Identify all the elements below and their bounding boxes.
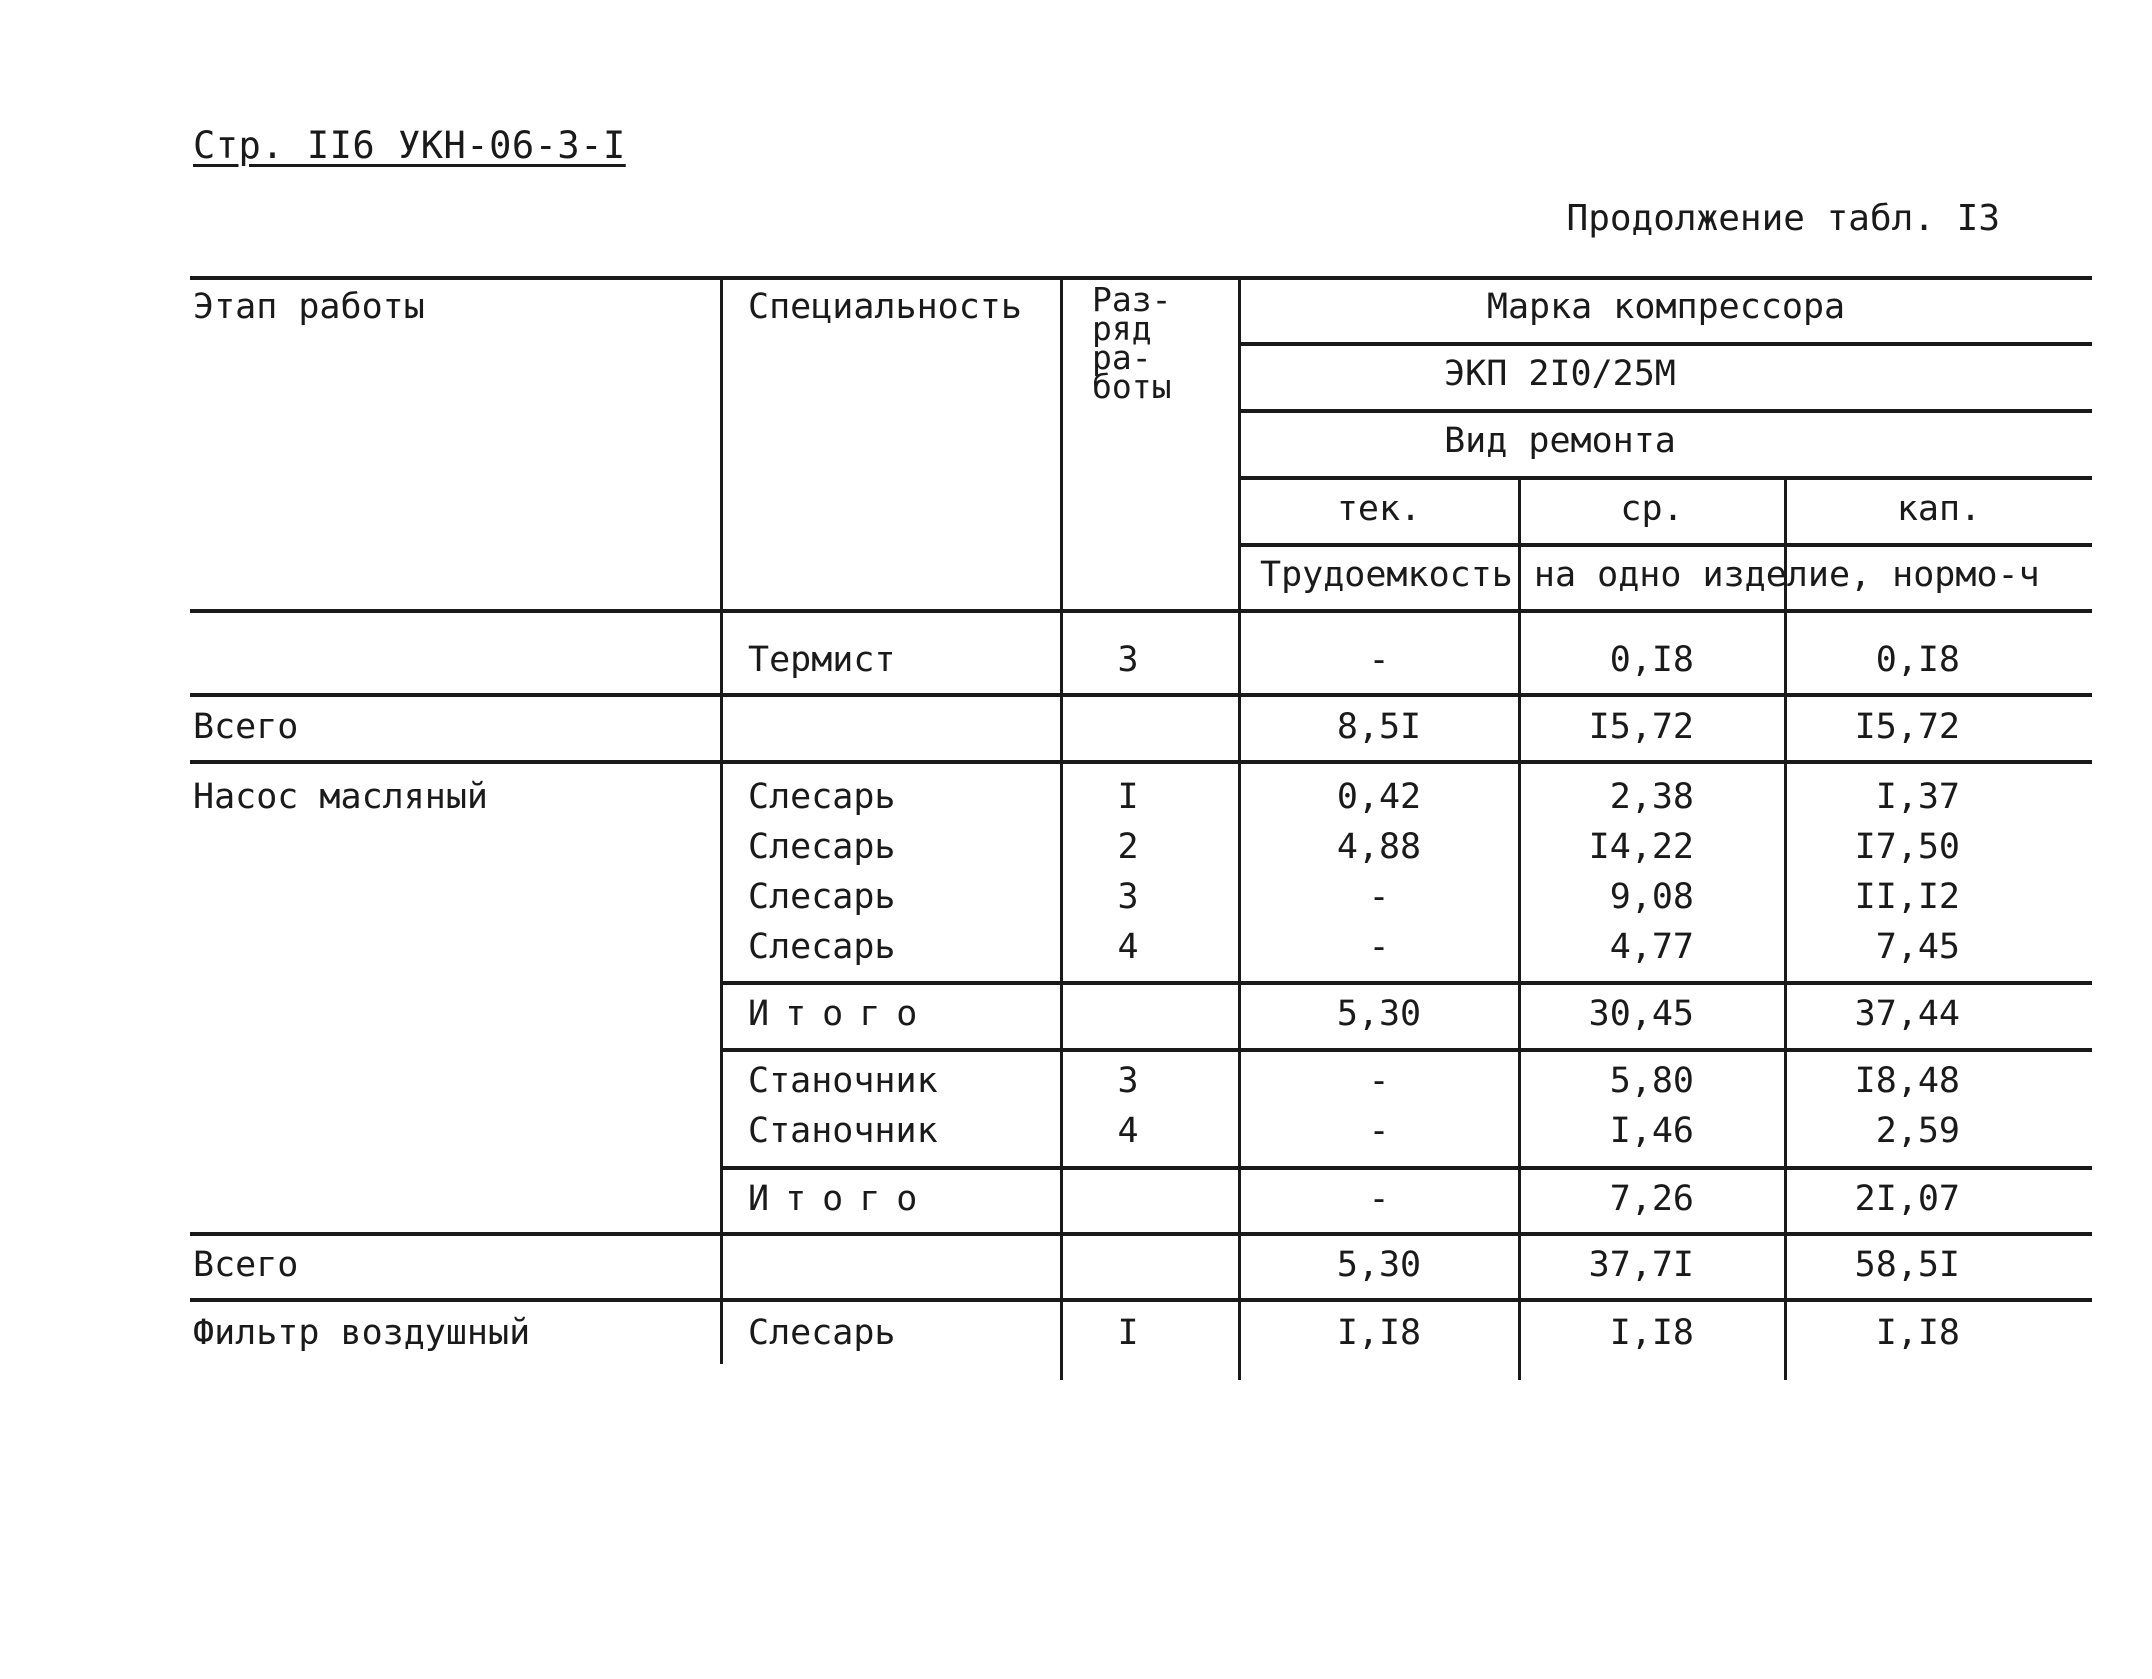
header-rule-types: [1240, 476, 2092, 480]
cell-grade: I: [1117, 777, 1139, 817]
header-rule-labor: [1240, 543, 2092, 547]
header-grade-line: ряд: [1092, 309, 1152, 349]
cell-grade: I: [1117, 1313, 1139, 1353]
row-rule: [190, 1298, 2092, 1302]
cell-kap: 2,59: [1875, 1111, 1960, 1151]
header-col-kap: кап.: [1896, 489, 1982, 529]
cell-kap: I5,72: [1854, 707, 1960, 747]
row-rule: [720, 1048, 2092, 1052]
cell-tek: -: [1368, 1179, 1390, 1219]
cell-sr: 2,38: [1609, 777, 1694, 817]
header-bottom-rule: [190, 609, 2092, 613]
header-grade-line: Раз-: [1092, 280, 1172, 319]
cell-grade: 3: [1117, 877, 1139, 917]
cell-grade: 3: [1117, 1061, 1139, 1101]
col-rule-specialty: [720, 276, 723, 1364]
cell-specialty: Станочник: [748, 1111, 938, 1151]
cell-kap: I,I8: [1875, 1313, 1960, 1353]
cell-tek: 4,88: [1336, 827, 1422, 867]
header-specialty: Специальность: [748, 287, 1022, 327]
page-reference: Стр. II6 УКН-06-3-I: [193, 124, 626, 167]
cell-kap: I8,48: [1854, 1061, 1960, 1101]
cell-kap: 37,44: [1854, 994, 1960, 1034]
cell-sr: 7,26: [1609, 1179, 1694, 1219]
header-rule-model: [1240, 342, 2092, 346]
row-rule: [190, 760, 2092, 764]
cell-kap: 2I,07: [1854, 1179, 1960, 1219]
col-rule-kap: [1784, 476, 1787, 1380]
cell-tek: -: [1368, 927, 1390, 967]
cell-tek: I,I8: [1336, 1313, 1422, 1353]
cell-sr: I,I8: [1609, 1313, 1694, 1353]
cell-sr: I4,22: [1588, 827, 1694, 867]
cell-tek: 8,5I: [1336, 707, 1422, 747]
header-stage: Этап работы: [193, 287, 425, 327]
cell-grade: 2: [1117, 827, 1139, 867]
cell-specialty-subtotal: Итого: [748, 1179, 934, 1219]
row-rule: [720, 981, 2092, 985]
cell-specialty: Термист: [748, 640, 896, 680]
table-caption: Продолжение табл. I3: [1566, 198, 2000, 239]
cell-kap: 58,5I: [1854, 1245, 1960, 1285]
cell-sr: I,46: [1609, 1111, 1694, 1151]
cell-sr: 5,80: [1609, 1061, 1694, 1101]
header-repair-type: Вид ремонта: [1444, 421, 1676, 461]
row-rule: [190, 693, 2092, 697]
cell-kap: 7,45: [1875, 927, 1960, 967]
header-grade: [1092, 280, 1172, 407]
cell-stage: Всего: [193, 707, 299, 747]
cell-tek: 5,30: [1336, 1245, 1422, 1285]
header-grade-line: боты: [1092, 367, 1172, 407]
cell-kap: I7,50: [1854, 827, 1960, 867]
cell-specialty: Слесарь: [748, 1313, 896, 1353]
cell-stage: Насос масляный: [193, 777, 489, 817]
row-rule: [720, 1166, 2092, 1170]
cell-specialty: Слесарь: [748, 777, 896, 817]
cell-specialty: Слесарь: [748, 877, 896, 917]
cell-stage: Всего: [193, 1245, 299, 1285]
col-rule-sr: [1518, 476, 1521, 1380]
header-grade-line: ра-: [1092, 338, 1152, 378]
cell-grade: 4: [1117, 1111, 1139, 1151]
cell-kap: II,I2: [1854, 877, 1960, 917]
cell-sr: 4,77: [1609, 927, 1694, 967]
cell-specialty: Станочник: [748, 1061, 938, 1101]
cell-tek: -: [1368, 1061, 1390, 1101]
cell-grade: 4: [1117, 927, 1139, 967]
cell-tek: 5,30: [1336, 994, 1422, 1034]
cell-specialty: Слесарь: [748, 927, 896, 967]
cell-specialty: Слесарь: [748, 827, 896, 867]
header-compressor-brand: Марка компрессора: [1486, 287, 1846, 327]
cell-specialty-subtotal: Итого: [748, 994, 934, 1034]
header-col-tek: тек.: [1336, 489, 1422, 529]
cell-tek: 0,42: [1336, 777, 1422, 817]
cell-kap: I,37: [1875, 777, 1960, 817]
cell-tek: -: [1368, 1111, 1390, 1151]
col-rule-grade: [1060, 276, 1063, 1380]
cell-tek: -: [1368, 877, 1390, 917]
cell-stage: Фильтр воздушный: [193, 1313, 531, 1353]
cell-sr: 0,I8: [1609, 640, 1694, 680]
cell-sr: I5,72: [1588, 707, 1694, 747]
row-rule: [190, 1232, 2092, 1236]
cell-kap: 0,I8: [1875, 640, 1960, 680]
cell-sr: 9,08: [1609, 877, 1694, 917]
cell-sr: 30,45: [1588, 994, 1694, 1034]
cell-sr: 37,7I: [1588, 1245, 1694, 1285]
cell-tek: -: [1368, 640, 1390, 680]
header-model: ЭКП 2I0/25М: [1444, 354, 1676, 394]
cell-grade: 3: [1117, 640, 1139, 680]
header-rule-repair: [1240, 409, 2092, 413]
header-labor: Трудоемкость на одно изделие, нормо-ч: [1260, 555, 2040, 595]
header-col-sr: ср.: [1620, 489, 1684, 529]
